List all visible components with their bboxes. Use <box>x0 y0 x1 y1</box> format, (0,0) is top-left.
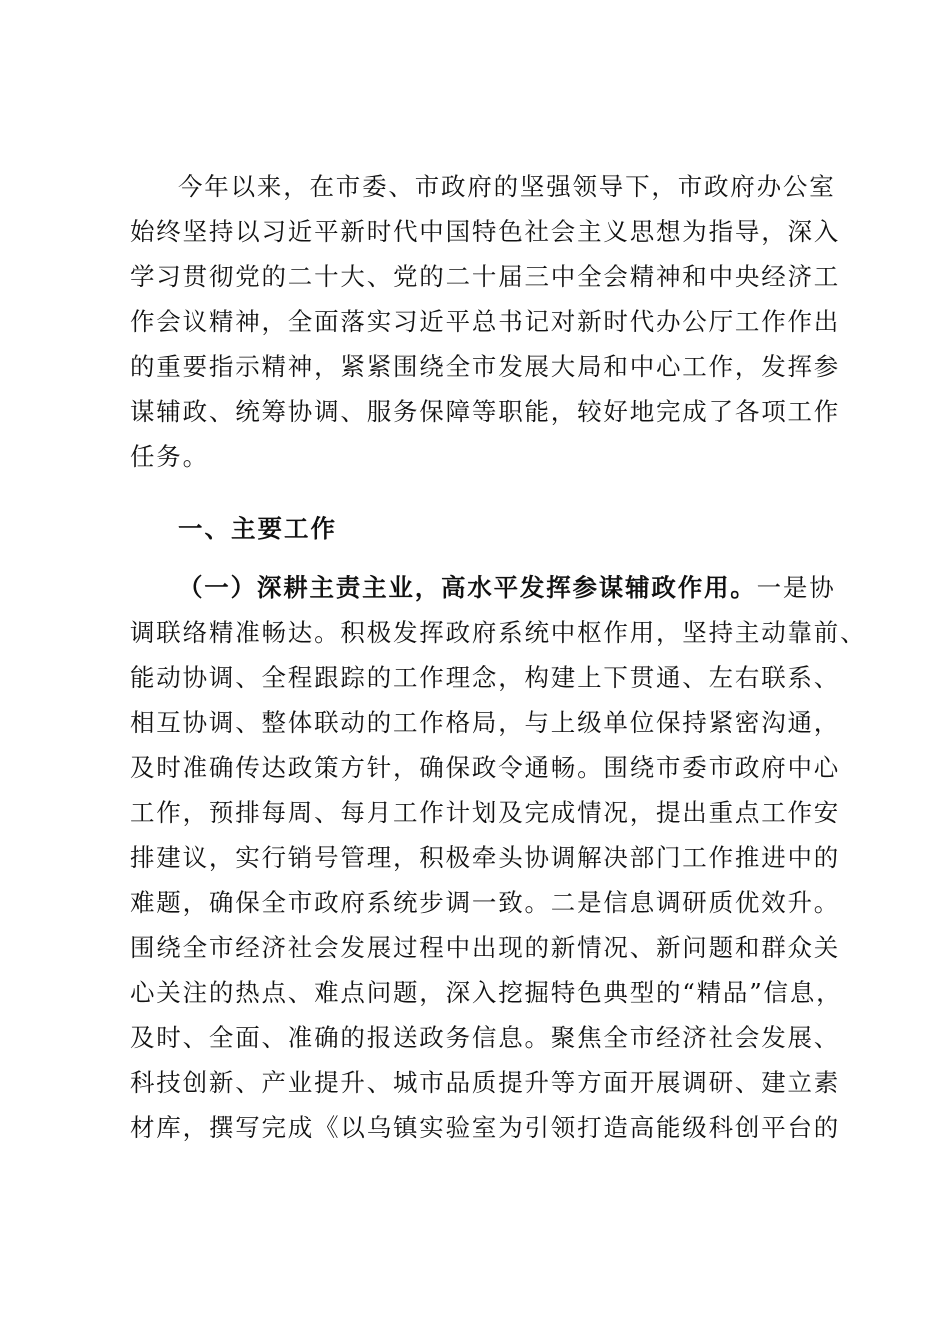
subsection-paragraph <box>130 565 867 1150</box>
body-line: 能动协调、全程跟踪的工作理念，构建上下贯通、左右联系、 <box>130 663 841 692</box>
section-heading: 一、主要工作 <box>178 514 337 543</box>
intro-line: 谋辅政、统筹协调、服务保障等职能，较好地完成了各项工作 <box>130 397 841 426</box>
body-line: 难题，确保全市政府系统步调一致。二是信息调研质优效升。 <box>130 888 841 917</box>
body-line: 排建议，实行销号管理，积极牵头协调解决部门工作推进中的 <box>130 843 841 872</box>
intro-line: 作会议精神，全面落实习近平总书记对新时代办公厅工作作出 <box>130 307 841 336</box>
intro-paragraph <box>130 164 841 479</box>
body-line: 相互协调、整体联动的工作格局，与上级单位保持紧密沟通， <box>130 708 841 737</box>
body-line: 调联络精准畅达。积极发挥政府系统中枢作用，坚持主动靠前、 <box>130 618 867 647</box>
intro-line: 始终坚持以习近平新时代中国特色社会主义思想为指导，深入 <box>130 217 841 246</box>
intro-line: 今年以来，在市委、市政府的坚强领导下，市政府办公室 <box>178 172 836 201</box>
body-line: 工作，预排每周、每月工作计划及完成情况，提出重点工作安 <box>130 798 841 827</box>
body-line: 材库，撰写完成《以乌镇实验室为引领打造高能级科创平台的 <box>130 1113 841 1142</box>
intro-line: 任务。 <box>130 442 209 471</box>
subsection-heading: （一）深耕主责主业，高水平发挥参谋辅政作用。 <box>178 573 757 602</box>
body-first-tail: 一是协 <box>756 573 836 602</box>
subsection-first-line <box>130 565 836 610</box>
body-line: 及时、全面、准确的报送政务信息。聚焦全市经济社会发展、 <box>130 1023 841 1052</box>
intro-line: 学习贯彻党的二十大、党的二十届三中全会精神和中央经济工 <box>130 262 841 291</box>
body-line: 心关注的热点、难点问题，深入挖掘特色典型的“精品”信息， <box>130 978 843 1007</box>
body-line: 科技创新、产业提升、城市品质提升等方面开展调研、建立素 <box>130 1068 841 1097</box>
intro-line: 的重要指示精神，紧紧围绕全市发展大局和中心工作，发挥参 <box>130 352 841 381</box>
section-heading-block <box>130 506 830 551</box>
body-line: 及时准确传达政策方针，确保政令通畅。围绕市委市政府中心 <box>130 753 841 782</box>
body-line: 围绕全市经济社会发展过程中出现的新情况、新问题和群众关 <box>130 933 841 962</box>
